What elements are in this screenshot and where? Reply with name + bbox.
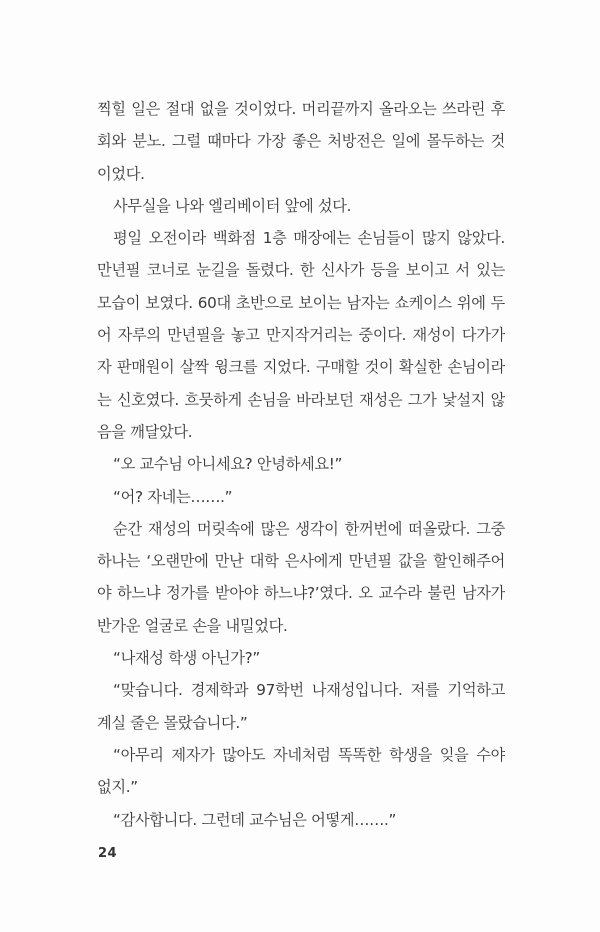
text-line: 평일 오전이라 백화점 1층 매장에는 손님들이 많지 않았다. xyxy=(113,229,505,248)
text-line: “오 교수님 아니세요? 안녕하세요!” xyxy=(113,455,343,474)
text-line: 만년필 코너로 눈길을 돌렸다. 한 신사가 등을 보이고 서 있는 xyxy=(97,261,505,280)
text-line: 자 판매원이 살짝 윙크를 지었다. 구매할 것이 확실한 손님이라 xyxy=(97,358,505,377)
text-line: 사무실을 나와 엘리베이터 앞에 섰다. xyxy=(113,196,352,215)
text-line: 야 하느냐 정가를 받아야 하느냐?’였다. 오 교수라 불린 남자가 xyxy=(97,584,505,603)
text-line: “감사합니다. 그런데 교수님은 어떻게…….” xyxy=(113,810,397,829)
text-line: “맞습니다. 경제학과 97학번 나재성입니다. 저를 기억하고 xyxy=(113,681,505,700)
text-line: 어 자루의 만년필을 놓고 만지작거리는 중이다. 재성이 다가가 xyxy=(97,326,505,345)
body-text xyxy=(97,93,505,836)
text-line: 찍힐 일은 절대 없을 것이었다. 머리끝까지 올라오는 쓰라린 후 xyxy=(97,100,505,118)
text-line: 반가운 얼굴로 손을 내밀었다. xyxy=(97,616,288,635)
text-line: 없지.” xyxy=(97,778,138,797)
text-line: 회와 분노. 그럴 때마다 가장 좋은 처방전은 일에 몰두하는 것 xyxy=(97,132,505,151)
text-line: 모습이 보였다. 60대 초반으로 보이는 남자는 쇼케이스 위에 두 xyxy=(97,293,505,312)
text-line: “아무리 제자가 많아도 자네처럼 똑똑한 학생을 잊을 수야 xyxy=(113,745,505,764)
text-line: 이었다. xyxy=(97,164,145,183)
text-line: 는 신호였다. 흐뭇하게 손님을 바라보던 재성은 그가 낯설지 않 xyxy=(97,390,505,409)
text-line: 음을 깨달았다. xyxy=(97,422,193,441)
text-line: “나재성 학생 아닌가?” xyxy=(113,649,260,668)
text-line: 계실 줄은 몰랐습니다.” xyxy=(97,713,248,732)
page-number: 24 xyxy=(98,846,118,861)
text-line: 순간 재성의 머릿속에 많은 생각이 한꺼번에 떠올랐다. 그중 xyxy=(113,519,505,538)
text-line: “어? 자네는…….” xyxy=(113,487,233,506)
text-line: 하나는 ‘오랜만에 만난 대학 은사에게 만년필 값을 할인해주어 xyxy=(97,552,505,571)
